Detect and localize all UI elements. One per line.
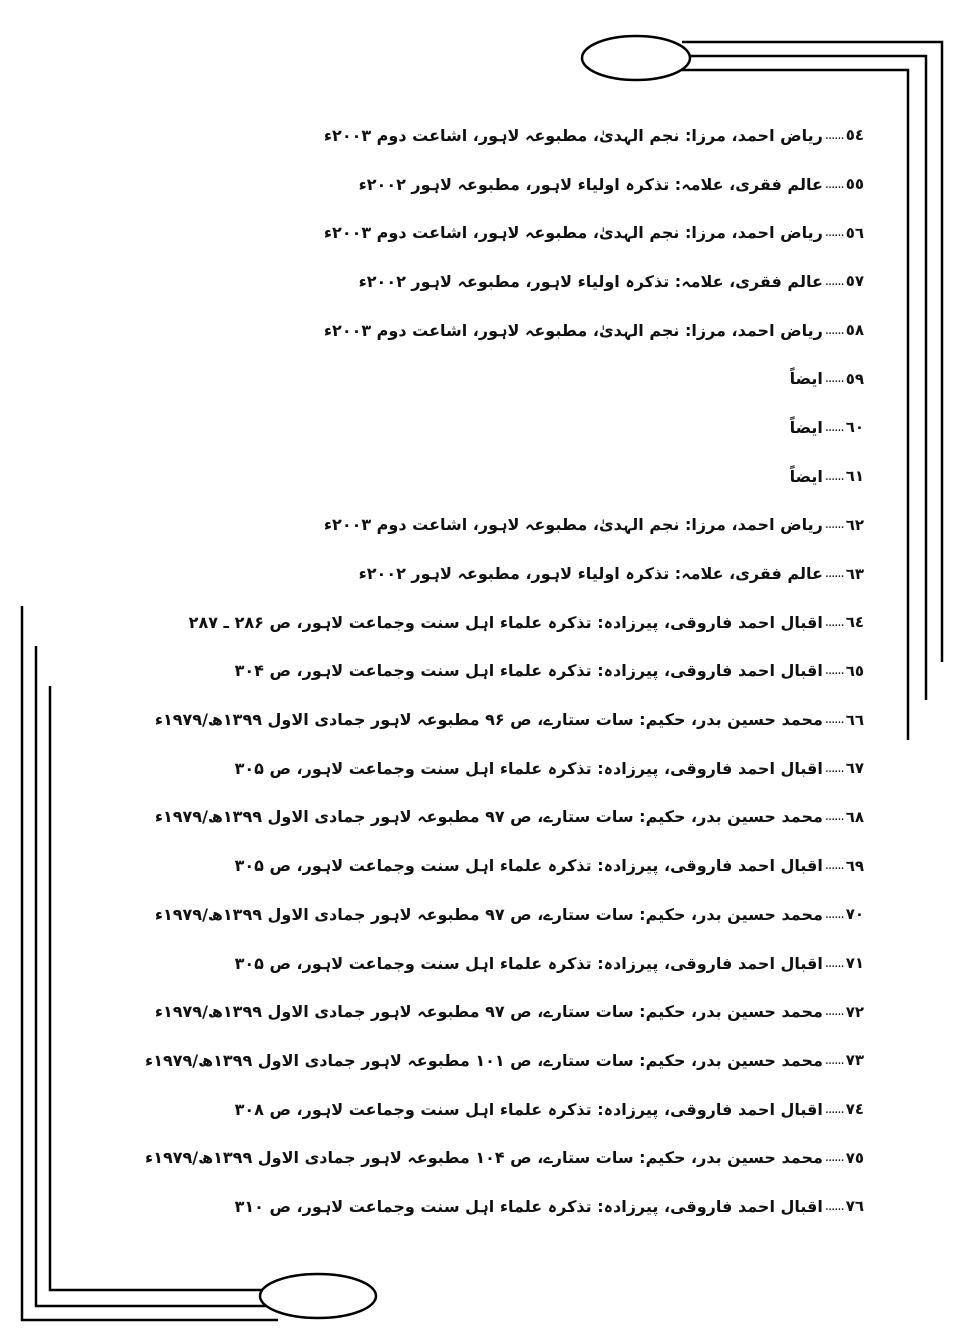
footnote-number: ٧٤ (845, 1100, 864, 1119)
footnote-number: ٦٢ (845, 515, 864, 534)
footnote-59 (144, 354, 864, 403)
footnote-number: ٥٤ (845, 126, 864, 145)
footnote-55 (144, 160, 864, 209)
footnote-leader: ...... (824, 760, 844, 776)
footnote-citation: ایضاً (789, 417, 823, 437)
footnote-leader: ...... (824, 1004, 844, 1020)
footnote-60 (144, 403, 864, 452)
footnote-73 (144, 1036, 864, 1085)
footnote-leader: ...... (824, 371, 844, 387)
footnote-citation: اقبال احمد فاروقی، پیرزادہ: تذکرہ علماء اہل سنت وجماعت لاہور، ص ۲۸۶ ـ ۲۸۷ (188, 612, 823, 632)
footnote-leader: ...... (824, 906, 844, 922)
footnote-number: ٧٦ (845, 1197, 864, 1216)
footnote-citation: عالم فقری، علامہ: تذکرہ اولیاء لاہور، مطبوعہ لاہور ۲۰۰۲ء (358, 174, 823, 194)
footnote-number: ٥٥ (845, 175, 864, 194)
footnote-leader: ...... (824, 1101, 844, 1117)
footnote-number: ٦٨ (845, 807, 864, 826)
footnote-leader: ...... (824, 468, 844, 484)
footnote-63 (144, 549, 864, 598)
footnote-citation: اقبال احمد فاروقی، پیرزادہ: تذکرہ علماء اہل سنت وجماعت لاہور، ص ۳۰۵ (234, 856, 823, 876)
footnote-citation: ریاض احمد، مرزا: نجم الہدیٰ، مطبوعہ لاہور، اشاعت دوم ۲۰۰۳ء (323, 223, 823, 243)
footnote-number: ٧٢ (845, 1002, 864, 1021)
footnote-number: ٦٥ (845, 661, 864, 680)
footnote-number: ٥٧ (845, 272, 864, 291)
footnote-citation: محمد حسین بدر، حکیم: سات ستارے، ص ۹۷ مطبوعہ لاہور جمادی الاول ۱۳۹۹ھ/۱۹۷۹ء (154, 1002, 823, 1022)
footnote-leader: ...... (824, 858, 844, 874)
footnote-number: ٦٧ (845, 759, 864, 778)
footnote-leader: ...... (824, 809, 844, 825)
footnote-62 (144, 501, 864, 550)
footnote-72 (144, 987, 864, 1036)
footnote-citation: محمد حسین بدر، حکیم: سات ستارے، ص ۹۷ مطبوعہ لاہور جمادی الاول ۱۳۹۹ھ/۱۹۷۹ء (154, 904, 823, 924)
footnote-number: ٥٨ (845, 321, 864, 340)
footnote-leader: ...... (824, 1198, 844, 1214)
footnote-number: ٥٦ (845, 223, 864, 242)
footnote-leader: ...... (824, 566, 844, 582)
footnote-number: ٦١ (845, 467, 864, 486)
footnote-citation: ریاض احمد، مرزا: نجم الہدیٰ، مطبوعہ لاہور، اشاعت دوم ۲۰۰۳ء (323, 125, 823, 145)
footnote-56 (144, 208, 864, 257)
footnote-75 (144, 1133, 864, 1182)
footnote-leader: ...... (824, 1052, 844, 1068)
footnote-68 (144, 793, 864, 842)
footnote-number: ٧٣ (845, 1051, 864, 1070)
footnote-number: ٦٠ (845, 418, 864, 437)
footnote-citation: ایضاً (789, 369, 823, 389)
footnote-citation: محمد حسین بدر، حکیم: سات ستارے، ص ۱۰۱ مطبوعہ لاہور جمادی الاول ۱۳۹۹ھ/۱۹۷۹ء (145, 1050, 823, 1070)
footnote-number: ٦٩ (845, 856, 864, 875)
footnote-number: ٦٦ (845, 710, 864, 729)
footnotes-list (144, 111, 864, 1231)
footnote-citation: اقبال احمد فاروقی، پیرزادہ: تذکرہ علماء اہل سنت وجماعت لاہور، ص ۳۰۸ (234, 1099, 823, 1119)
footnote-leader: ...... (824, 663, 844, 679)
top-oval-ornament (582, 36, 690, 80)
footnote-leader: ...... (824, 273, 844, 289)
footnote-number: ٧١ (845, 954, 864, 973)
footnote-citation: محمد حسین بدر، حکیم: سات ستارے، ص ۱۰۴ مطبوعہ لاہور جمادی الاول ۱۳۹۹ھ/۱۹۷۹ء (145, 1148, 823, 1168)
footnote-leader: ...... (824, 614, 844, 630)
footnote-leader: ...... (824, 225, 844, 241)
footnote-71 (144, 939, 864, 988)
footnote-citation: اقبال احمد فاروقی، پیرزادہ: تذکرہ علماء اہل سنت وجماعت لاہور، ص ۳۰۵ (234, 953, 823, 973)
footnote-58 (144, 306, 864, 355)
footnote-leader: ...... (824, 127, 844, 143)
footnote-number: ٧٠ (845, 905, 864, 924)
footnote-citation: عالم فقری، علامہ: تذکرہ اولیاء لاہور، مطبوعہ لاہور ۲۰۰۲ء (358, 271, 823, 291)
footnote-61 (144, 452, 864, 501)
footnote-leader: ...... (824, 1150, 844, 1166)
footnote-leader: ...... (824, 712, 844, 728)
footnote-70 (144, 890, 864, 939)
footnote-67 (144, 744, 864, 793)
footnote-citation: ریاض احمد، مرزا: نجم الہدیٰ، مطبوعہ لاہور، اشاعت دوم ۲۰۰۳ء (323, 515, 823, 535)
footnote-57 (144, 257, 864, 306)
footnote-76 (144, 1182, 864, 1231)
footnote-number: ٧٥ (845, 1148, 864, 1167)
footnote-64 (144, 598, 864, 647)
footnote-citation: ریاض احمد، مرزا: نجم الہدیٰ، مطبوعہ لاہور، اشاعت دوم ۲۰۰۳ء (323, 320, 823, 340)
footnote-number: ٦٣ (845, 564, 864, 583)
footnote-65 (144, 647, 864, 696)
footnote-leader: ...... (824, 517, 844, 533)
footnote-citation: اقبال احمد فاروقی، پیرزادہ: تذکرہ علماء اہل سنت وجماعت لاہور، ص ۳۱۰ (234, 1196, 823, 1216)
footnote-74 (144, 1085, 864, 1134)
footnote-citation: ایضاً (789, 466, 823, 486)
footnote-citation: اقبال احمد فاروقی، پیرزادہ: تذکرہ علماء اہل سنت وجماعت لاہور، ص ۳۰۵ (234, 758, 823, 778)
footnote-citation: محمد حسین بدر، حکیم: سات ستارے، ص ۹۶ مطبوعہ لاہور جمادی الاول ۱۳۹۹ھ/۱۹۷۹ء (154, 710, 823, 730)
bottom-oval-ornament (260, 1274, 376, 1318)
footnote-leader: ...... (824, 322, 844, 338)
footnote-69 (144, 841, 864, 890)
footnote-leader: ...... (824, 176, 844, 192)
footnote-number: ٥٩ (845, 369, 864, 388)
footnote-number: ٦٤ (845, 613, 864, 632)
footnote-citation: محمد حسین بدر، حکیم: سات ستارے، ص ۹۷ مطبوعہ لاہور جمادی الاول ۱۳۹۹ھ/۱۹۷۹ء (154, 807, 823, 827)
footnote-citation: اقبال احمد فاروقی، پیرزادہ: تذکرہ علماء اہل سنت وجماعت لاہور، ص ۳۰۴ (234, 661, 823, 681)
footnote-leader: ...... (824, 955, 844, 971)
footnote-citation: عالم فقری، علامہ: تذکرہ اولیاء لاہور، مطبوعہ لاہور ۲۰۰۲ء (358, 564, 823, 584)
footnote-leader: ...... (824, 419, 844, 435)
footnote-66 (144, 695, 864, 744)
footnote-54 (144, 111, 864, 160)
